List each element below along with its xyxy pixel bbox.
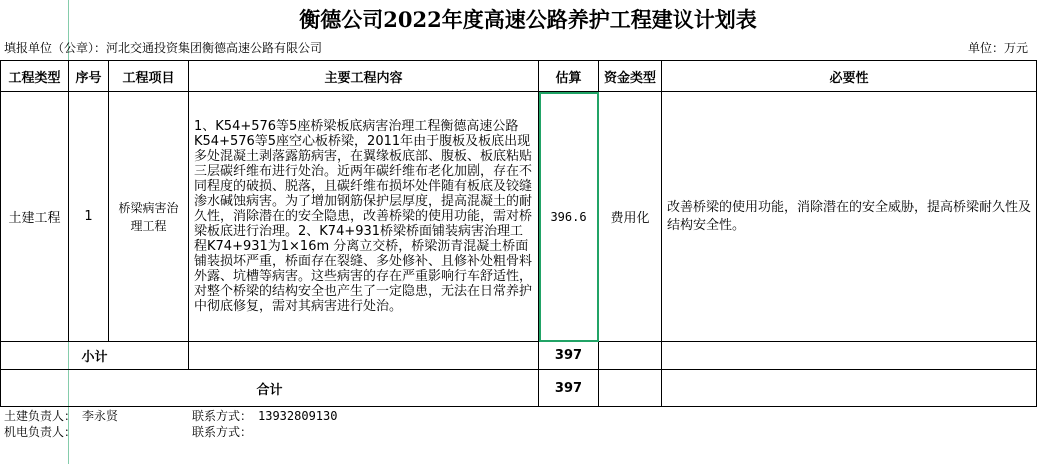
currency-unit: 单位：万元 [968,41,1029,55]
table-row [1,92,1037,342]
subtotal-row [1,342,1037,370]
cell-fund[interactable]: 费用化 [599,92,662,342]
cell-necessity[interactable]: 改善桥梁的使用功能，消除潜在的安全威胁，提高桥梁耐久性及结构安全性。 [662,92,1037,342]
total-label[interactable]: 合计 [1,370,539,407]
header-row [1,61,1037,92]
contact-label-2: 联系方式： [192,425,253,439]
cell-content[interactable]: 1、K54+576等5座桥梁板底病害治理工程衡德高速公路K54+576等5座空心板桥梁，2011年由于腹板及板底出现多处混凝土剥落露筋病害，在翼缘板底部、腹板、板底粘贴三层碳纤维布进行处治。近两年碳纤维布老化加剧，存在不同程度的破损、脱落，且碳纤维布损坏处伴随有板底及铰缝渗水碱蚀病害。为了增加钢筋保护层厚度，提高混凝土的耐久性，消除潜在的安全隐患，改善桥梁的使用功能，需对桥梁板底进行治理。2、K74+931桥梁桥面铺装病害治理工程K74+931为1×16m 分离立交桥，桥梁沥青混凝土桥面铺装损坏严重，桥面存在裂缝、多处修补、且修补处粗骨料外露、坑槽等病害。这些病害的存在严重影响行车舒适性，对整个桥梁的结构安全也产生了一定隐患，无法在日常养护中彻底修复，需对其病害进行处治。 [189,92,539,342]
cell-project[interactable]: 桥梁病害治理工程 [109,92,189,342]
civil-head-name: 李永贤 [82,409,119,423]
total-fund-empty[interactable] [599,370,662,407]
cell-estimate-selected[interactable]: 396.6 [539,92,599,342]
total-necessity-empty[interactable] [662,370,1037,407]
total-value[interactable]: 397 [539,370,599,407]
civil-head-label: 土建负责人： [4,409,77,423]
plan-table [0,60,1037,407]
header-cell-content[interactable]: 主要工程内容 [189,61,539,92]
header-cell-no[interactable]: 序号 [69,61,109,92]
mech-head-label: 机电负责人： [4,425,77,439]
header-cell-estimate[interactable]: 估算 [539,61,599,92]
contact-phone-1: 13932809130 [258,409,338,423]
header-cell-project[interactable]: 工程项目 [109,61,189,92]
header-cell-necessity[interactable]: 必要性 [662,61,1037,92]
subtotal-fund-empty[interactable] [599,342,662,370]
total-row [1,370,1037,407]
cell-no[interactable]: 1 [69,92,109,342]
reporting-unit: 填报单位（公章）：河北交通投资集团衡德高速公路有限公司 [4,41,323,55]
contact-label-1: 联系方式： [192,409,253,423]
subtotal-content-empty[interactable] [189,342,539,370]
header-cell-type[interactable]: 工程类型 [1,61,69,92]
subtotal-necessity-empty[interactable] [662,342,1037,370]
subtotal-value[interactable]: 397 [539,342,599,370]
sheet-title: 衡德公司2022年度高速公路养护工程建议计划表 [299,7,757,32]
subtotal-label[interactable]: 小计 [1,342,189,370]
header-cell-fund[interactable]: 资金类型 [599,61,662,92]
cell-type[interactable]: 土建工程 [1,92,69,342]
